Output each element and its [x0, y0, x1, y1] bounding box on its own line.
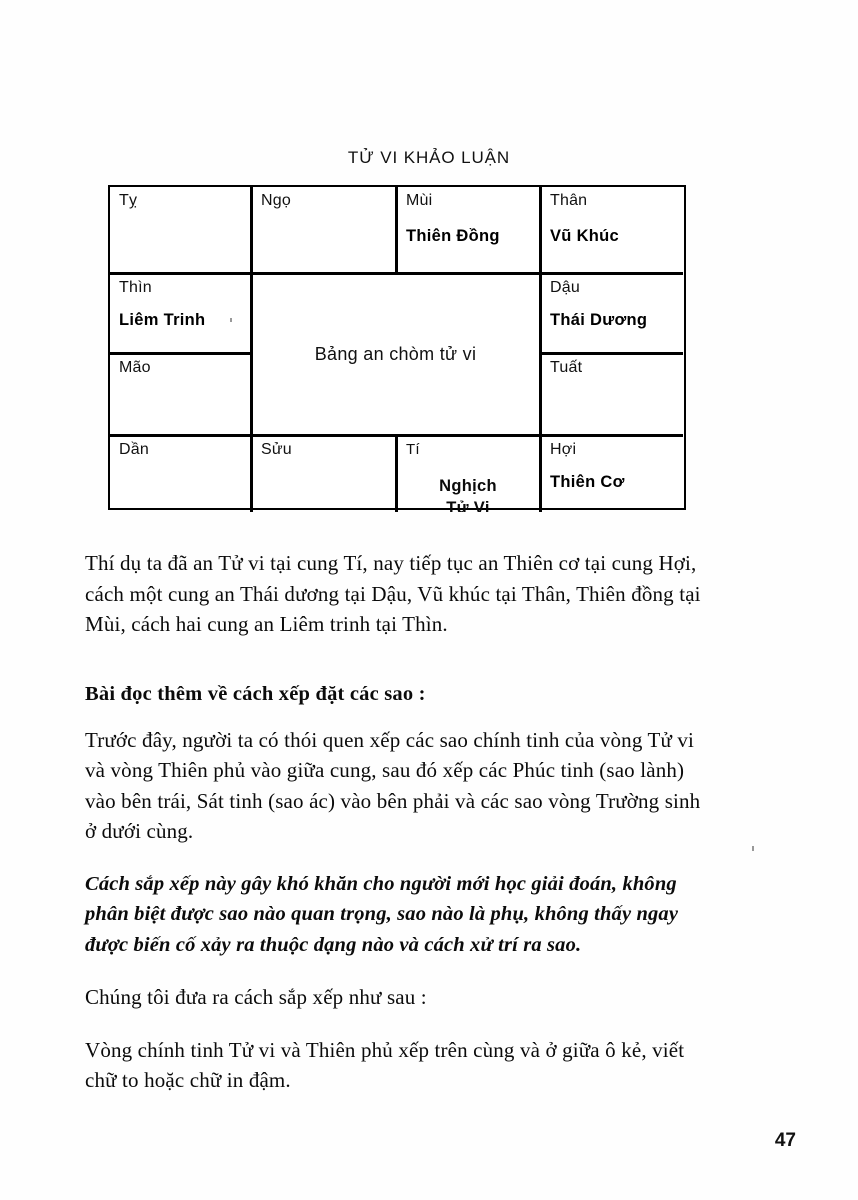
- chart-cell-ti-star-line1: Nghịch: [439, 476, 497, 495]
- chart-cell-ngo-branch: Ngọ: [261, 192, 291, 209]
- chart-cell-dau-branch: Dậu: [550, 279, 580, 296]
- chart-cell-tuat-branch: Tuất: [550, 359, 583, 376]
- spacer: [85, 1013, 705, 1035]
- chart-cell-dan: [110, 436, 250, 512]
- chart-cell-suu: [252, 436, 395, 512]
- chart-cell-tuat: [541, 354, 683, 434]
- spacer: [85, 960, 705, 982]
- spacer: [85, 640, 705, 680]
- chart-cell-dau: [541, 274, 683, 352]
- chart-cell-thin-branch: Thìn: [119, 279, 152, 296]
- scan-speck: [230, 318, 232, 322]
- paragraph-example: Thí dụ ta đã an Tử vi tại cung Tí, nay tiếp tục an Thiên cơ tại cung Hợi, cách một cung an Thái dương tại Dậu, Vũ khúc tại Thân, Thiên đồng tại Mùi, cách hai cung an Liêm trinh tại Thìn.: [85, 551, 701, 636]
- paragraph-difficulty-note: Cách sắp xếp này gây khó khăn cho người mới học giải đoán, không phân biệt được sao nào quan trọng, sao nào là phụ, không thấy ngay được biến cố xảy ra thuộc dạng nào và cách xử trí ra sao.: [85, 872, 679, 956]
- chart-center-panel: [252, 274, 539, 434]
- chart-cell-ti: [397, 436, 539, 512]
- chart-cell-mao-branch: Mão: [119, 359, 151, 376]
- chart-cell-dau-star: Thái Dương: [550, 310, 648, 329]
- chart-cell-ti-star-line2: Tử Vi: [446, 498, 490, 512]
- chart-cell-mui-branch: Mùi: [406, 192, 433, 209]
- paragraph-traditional-method: Trước đây, người ta có thói quen xếp các sao chính tinh của vòng Tử vi và vòng Thiên phủ vào giữa cung, sau đó xếp các Phúc tinh (sao lành) vào bên trái, Sát tinh (sao ác) vào bên phải và các sao vòng Trường sinh ở dưới cùng.: [85, 727, 701, 843]
- chart-cell-ti-stars: [406, 458, 530, 512]
- running-head: TỬ VI KHẢO LUẬN: [347, 148, 511, 167]
- paragraph-our-method-detail: Vòng chính tinh Tử vi và Thiên phủ xếp trên cùng và ở giữa ô kẻ, viết chữ to hoặc chữ in đậm.: [85, 1037, 685, 1092]
- chart-cell-ty-branch: Tỵ: [119, 192, 138, 209]
- chart-cell-ti-branch: Tí: [406, 441, 420, 458]
- chart-cell-thin: [110, 274, 250, 352]
- body-text-block: [85, 548, 705, 1096]
- chart-cell-ngo: [252, 187, 395, 272]
- chart-cell-ty: [110, 187, 250, 272]
- chart-cell-than-star: Vũ Khúc: [550, 226, 620, 245]
- chart-cell-than: [541, 187, 683, 272]
- chart-cell-mao: [110, 354, 250, 434]
- chart-cell-suu-branch: Sửu: [261, 441, 292, 458]
- scan-speck: [752, 846, 754, 851]
- chart-cell-hoi-branch: Hợi: [550, 441, 577, 458]
- chart-cell-mui: [397, 187, 539, 272]
- spacer: [85, 709, 705, 725]
- page-number: 47: [774, 1130, 796, 1151]
- chart-cell-hoi: [541, 436, 683, 512]
- section-subheading: Bài đọc thêm về cách xếp đặt các sao :: [85, 682, 426, 705]
- chart-cell-mui-star: Thiên Đồng: [406, 226, 500, 245]
- chart-cell-dan-branch: Dần: [119, 441, 149, 458]
- chart-cell-thin-star: Liêm Trinh: [119, 310, 206, 329]
- paragraph-our-method-intro: Chúng tôi đưa ra cách sắp xếp như sau :: [85, 985, 427, 1009]
- chart-cell-than-branch: Thân: [550, 192, 588, 209]
- chart-center-label: Bảng an chòm tử vi: [314, 343, 477, 364]
- spacer: [85, 847, 705, 869]
- tu-vi-chart: [108, 185, 686, 510]
- chart-cell-hoi-star: Thiên Cơ: [550, 472, 625, 491]
